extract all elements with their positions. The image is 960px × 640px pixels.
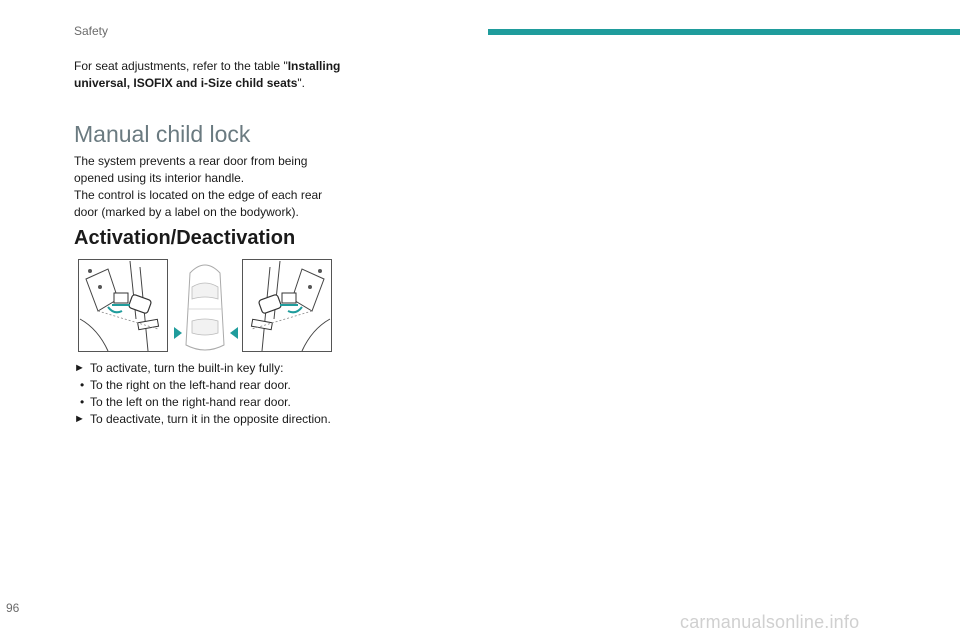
paragraph-2: The control is located on the edge of each rear door (marked by a label on the bodywork). [74, 188, 323, 219]
bullet-right-text: To the right on the left-hand rear door. [90, 378, 291, 392]
left-door-marker-icon [174, 327, 182, 339]
accent-bar [488, 29, 960, 35]
section-title: Manual child lock [74, 121, 251, 147]
section-label: Safety [74, 24, 109, 38]
right-door-marker-icon [230, 327, 238, 339]
right-door-drawing [243, 260, 332, 352]
bullet-dot-icon: • [80, 378, 85, 392]
left-door-drawing [79, 260, 168, 352]
car-top-view-drawing [174, 265, 238, 350]
subsection-title: Activation/Deactivation [74, 227, 296, 249]
right-triangle-icon: ► [74, 413, 85, 425]
instruction-steps [74, 360, 374, 428]
child-lock-illustration [78, 259, 332, 355]
bullet-left-text: To the left on the right-hand rear door. [90, 395, 291, 409]
step-deactivate [74, 411, 374, 428]
description [74, 153, 344, 221]
step-deactivate-text: To deactivate, turn it in the opposite direction. [90, 412, 331, 426]
paragraph-1: The system prevents a rear door from being opened using its interior handle. [74, 154, 308, 185]
watermark: carmanualsonline.info [680, 612, 860, 632]
bullet-left [74, 394, 374, 411]
step-activate [74, 360, 374, 377]
page-number: 96 [6, 601, 20, 615]
intro-suffix: ". [297, 76, 305, 90]
intro-bold-reference: Installing universal, ISOFIX and i-Size child seats [74, 59, 341, 90]
bullet-dot-icon: • [80, 395, 85, 409]
intro-paragraph [74, 58, 354, 92]
bullet-right [74, 377, 374, 394]
right-triangle-icon: ► [74, 362, 85, 374]
intro-prefix: For seat adjustments, refer to the table " [74, 59, 288, 73]
step-activate-text: To activate, turn the built-in key fully: [90, 361, 284, 375]
